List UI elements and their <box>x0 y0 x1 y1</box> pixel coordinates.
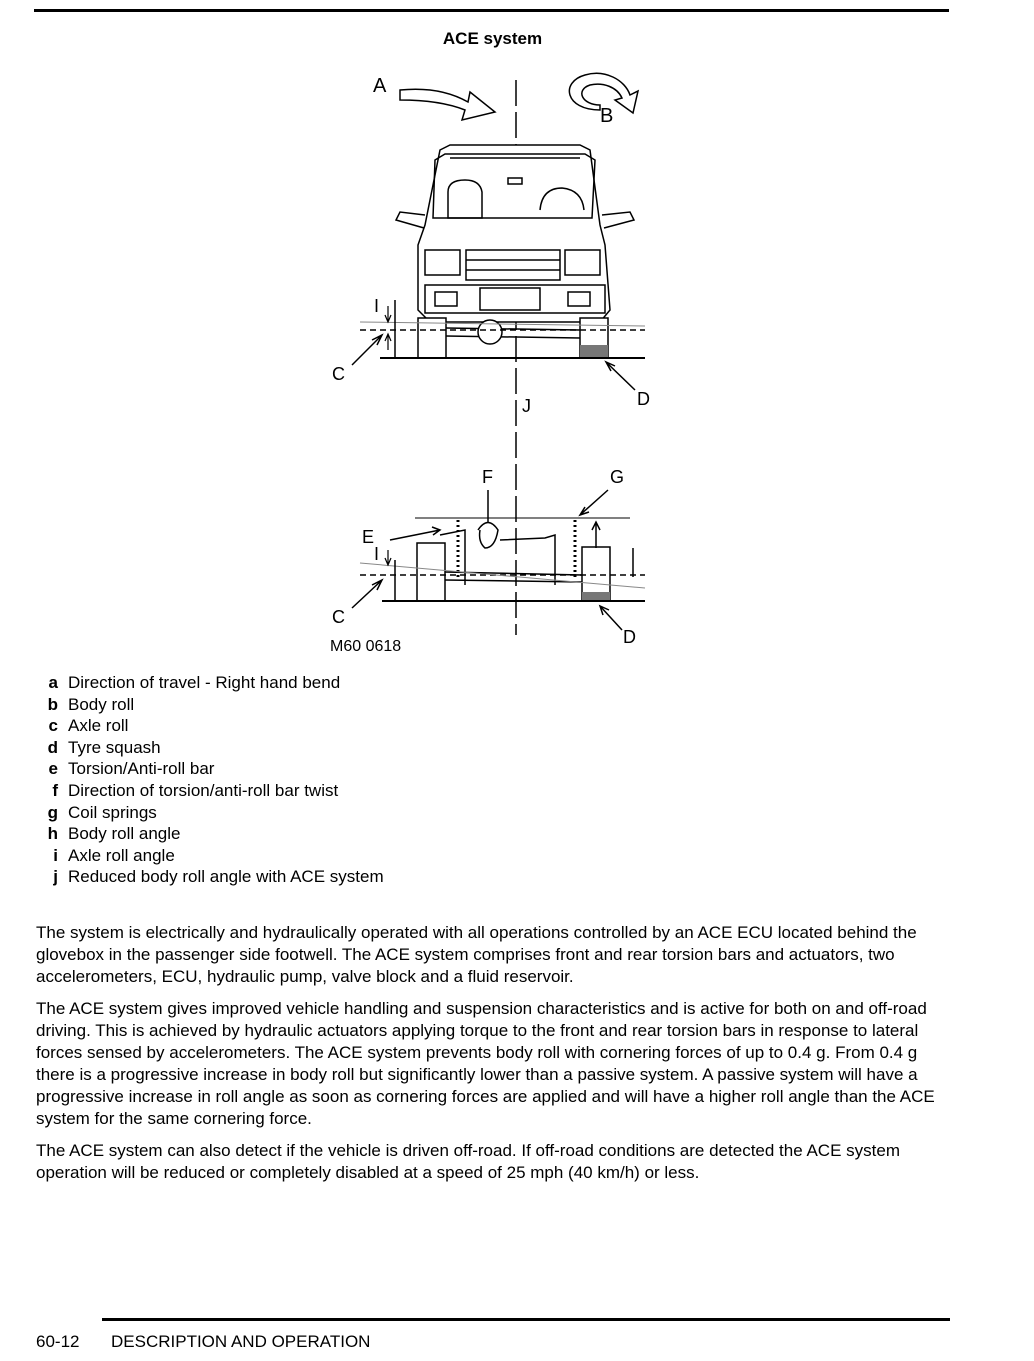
legend-item <box>40 780 384 802</box>
wheel-left-bottom <box>417 543 445 601</box>
bottom-rule <box>102 1318 950 1321</box>
label-g: G <box>610 467 625 487</box>
page-number: 60-12 <box>36 1332 80 1351</box>
label-i-top: I <box>374 296 380 316</box>
legend-key: j <box>53 867 58 887</box>
tyre-squash-bottom <box>582 592 610 601</box>
legend-text: Body roll <box>68 694 135 714</box>
label-f: F <box>482 467 493 487</box>
label-a: A <box>373 75 387 97</box>
twist-arrow-f <box>478 523 498 549</box>
label-j: J <box>522 396 531 416</box>
legend-item <box>40 672 384 694</box>
wheel-left-top <box>418 318 446 358</box>
legend-key: a <box>48 673 58 692</box>
label-e: E <box>362 527 375 547</box>
legend-text: Body roll angle <box>68 824 181 844</box>
legend-key: h <box>47 824 58 844</box>
label-c-bottom: C <box>332 607 345 627</box>
legend-item <box>40 694 384 716</box>
legend-text: Axle roll <box>68 716 129 736</box>
tyre-squash-top <box>580 345 608 358</box>
legend-item <box>40 758 384 780</box>
label-d-top: D <box>637 389 650 409</box>
legend-text: Direction of travel - Right hand bend <box>68 673 341 692</box>
legend-item <box>40 737 384 759</box>
legend-text: Direction of torsion/anti-roll bar twist <box>68 780 339 800</box>
paragraph: The ACE system gives improved vehicle handling and suspension characteristics and is active for both on and off-road driving. This is achieved by hydraulic actuators applying torque to the front and rear torsion bars in response to lateral forces sensed by accelerometers. The ACE system prevents body roll with cornering forces of up to 0.4 g. From 0.4 g there is a progressive increase in body roll but significantly lower than a passive system. A passive system will have a progressive increase in roll angle as soon as cornering forces are applied and will have a higher roll angle than the ACE system for the same cornering force. <box>36 999 935 1128</box>
legend <box>40 672 384 888</box>
top-rule <box>34 9 949 12</box>
label-c-top: C <box>332 364 345 384</box>
legend-item <box>40 715 384 737</box>
legend-text: Reduced body roll angle with ACE system <box>68 867 384 887</box>
label-b: B <box>600 105 614 127</box>
legend-key: g <box>47 802 58 822</box>
legend-text: Torsion/Anti-roll bar <box>68 759 215 779</box>
legend-key: e <box>48 759 58 779</box>
legend-item <box>40 802 384 824</box>
legend-text: Coil springs <box>68 802 157 822</box>
legend-key: c <box>48 716 58 736</box>
legend-key: d <box>47 737 58 757</box>
legend-item <box>40 823 384 845</box>
legend-item <box>40 866 384 888</box>
figure-ref-code: M60 0618 <box>330 638 402 655</box>
body-text <box>36 922 948 1194</box>
legend-text: Axle roll angle <box>68 845 175 865</box>
figure-title: ACE system <box>442 29 543 48</box>
ace-system-diagram <box>300 60 700 660</box>
legend-text: Tyre squash <box>68 737 161 757</box>
legend-item <box>40 845 384 867</box>
legend-key: i <box>53 845 58 865</box>
label-d-bottom: D <box>623 627 636 647</box>
paragraph: The ACE system can also detect if the vehicle is driven off-road. If off-road conditions are detected the ACE system operation will be reduced or completely disabled at a speed of 25 mph (40 km/h) or less. <box>36 1141 900 1182</box>
arrow-a <box>400 89 495 120</box>
paragraph: The system is electrically and hydraulically operated with all operations controlled by an ACE ECU located behind the glovebox in the passenger side footwell. The ACE system comprises front and rear torsion bars and actuators, two accelerometers, ECU, hydraulic pump, valve block and a fluid reservoir. <box>36 923 917 986</box>
vehicle-front-view <box>396 145 634 322</box>
section-name: DESCRIPTION AND OPERATION <box>111 1332 371 1351</box>
legend-key: f <box>52 780 58 800</box>
label-i-bottom: I <box>374 544 380 564</box>
legend-key: b <box>47 694 58 714</box>
